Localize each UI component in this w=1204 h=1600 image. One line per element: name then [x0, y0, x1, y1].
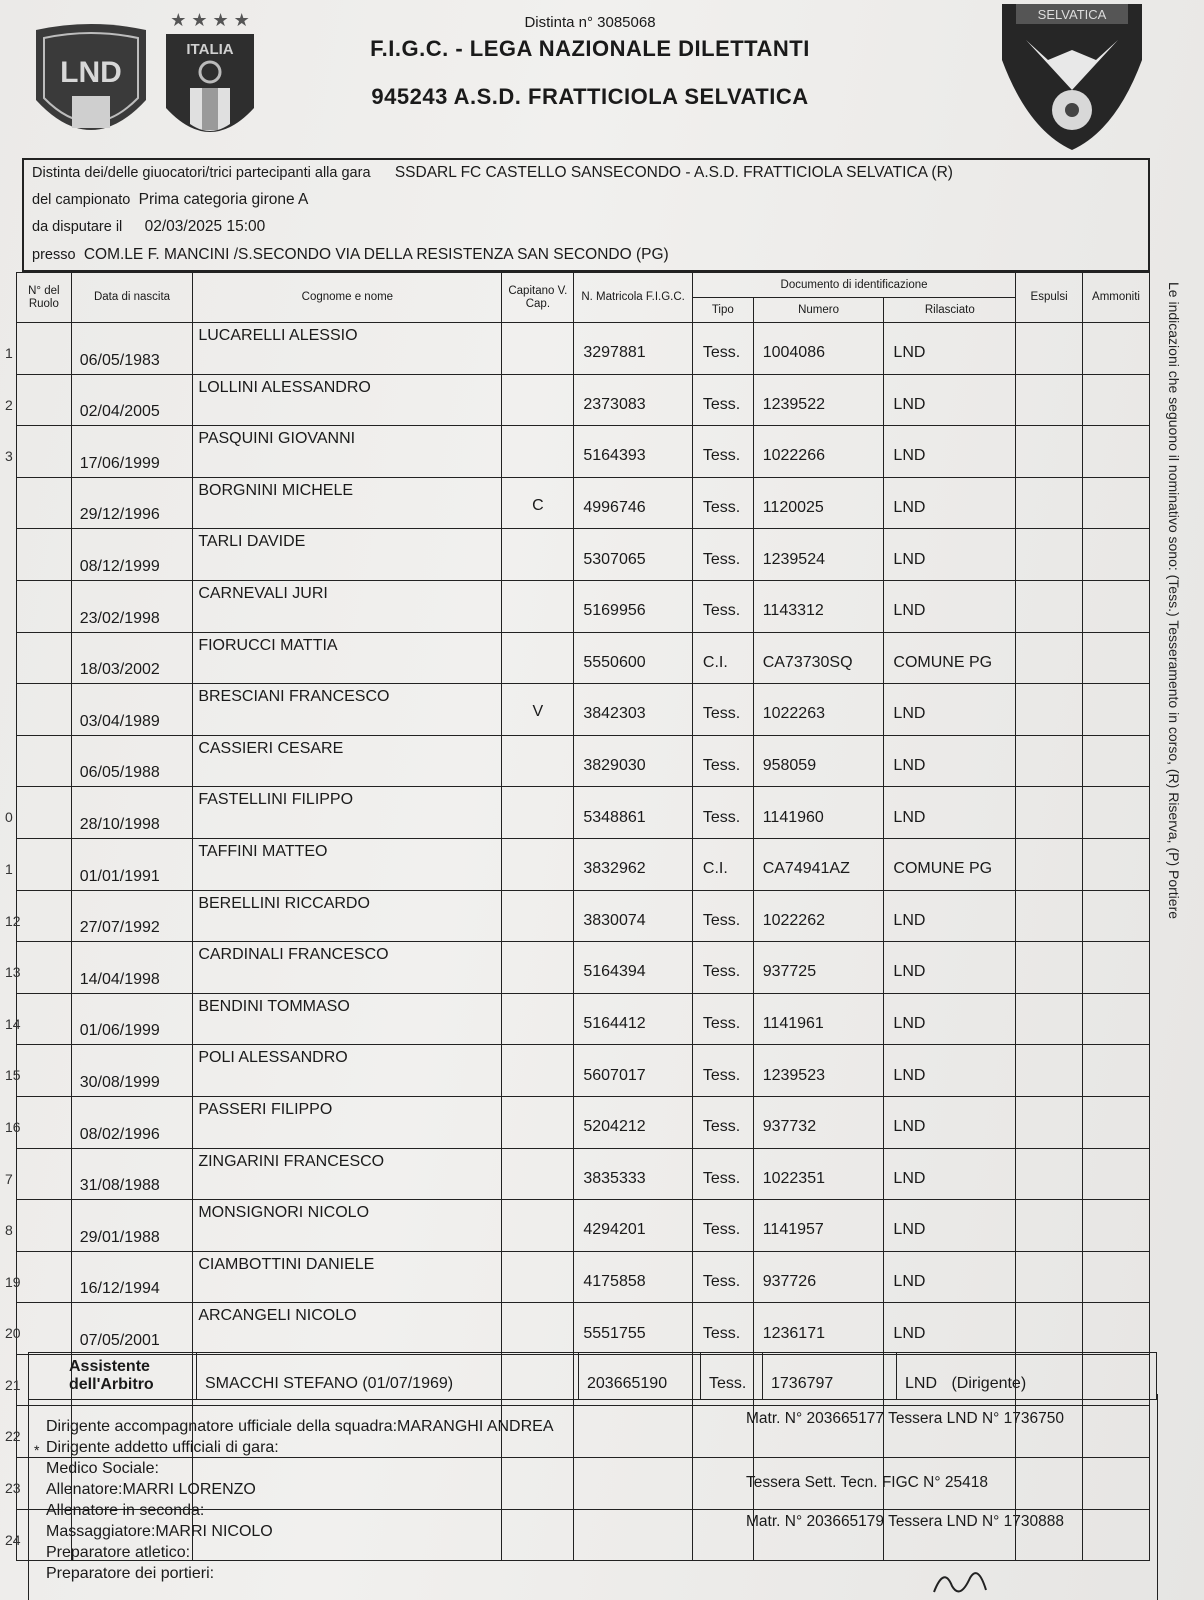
- player-captain: C: [502, 477, 574, 529]
- player-captain: V: [502, 684, 574, 736]
- svg-text:SELVATICA: SELVATICA: [1037, 7, 1107, 22]
- player-ammoniti: [1083, 993, 1150, 1045]
- player-captain: [502, 1251, 574, 1303]
- col-header-matricola: N. Matricola F.I.G.C.: [574, 273, 693, 323]
- player-name: MONSIGNORI NICOLO: [193, 1200, 502, 1252]
- player-name: POLI ALESSANDRO: [193, 1045, 502, 1097]
- player-doc-number: 1239523: [753, 1045, 884, 1097]
- player-captain: [502, 1303, 574, 1355]
- player-matricola: 5607017: [574, 1045, 693, 1097]
- player-espulsi: [1016, 1148, 1083, 1200]
- signature-icon: [930, 1556, 1020, 1596]
- player-doc-type: Tess.: [692, 787, 753, 839]
- player-doc-number: 937725: [753, 942, 884, 994]
- player-matricola: 5307065: [574, 529, 693, 581]
- player-doc-type: Tess.: [692, 323, 753, 375]
- player-doc-number: 1141960: [753, 787, 884, 839]
- player-dob: 08/12/1999: [71, 529, 193, 581]
- player-doc-number: 1022262: [753, 890, 884, 942]
- col-header-rilasciato: Rilasciato: [884, 298, 1016, 323]
- player-number-label: 3: [5, 448, 13, 465]
- player-dob: 03/04/1989: [71, 684, 193, 736]
- player-doc-type: Tess.: [692, 1200, 753, 1252]
- player-captain: [502, 580, 574, 632]
- col-header-espulsi: Espulsi: [1016, 273, 1083, 323]
- player-number: [5, 993, 72, 1045]
- player-matricola: 3835333: [574, 1148, 693, 1200]
- player-ammoniti: [1083, 1096, 1150, 1148]
- player-dob: 16/12/1994: [71, 1251, 193, 1303]
- player-issued-by: LND: [884, 1096, 1016, 1148]
- staff-preparatore-atletico: Preparatore atletico:: [46, 1544, 191, 1561]
- player-matricola: 4294201: [574, 1200, 693, 1252]
- table-row: [17, 1148, 1150, 1200]
- player-dob: 01/06/1999: [71, 993, 193, 1045]
- staff-preparatore-portieri: Preparatore dei portieri:: [46, 1565, 215, 1582]
- player-doc-type: Tess.: [692, 1148, 753, 1200]
- table-row: [17, 632, 1150, 684]
- assistant-issuer: LND: [905, 1375, 938, 1392]
- venue-label: presso: [32, 247, 76, 263]
- player-captain: [502, 787, 574, 839]
- player-dob: 28/10/1998: [71, 787, 193, 839]
- player-issued-by: COMUNE PG: [884, 632, 1016, 684]
- staff-massaggiatore-info: Matr. N° 203665179 Tessera LND N° 1730888: [746, 1513, 1064, 1530]
- player-number-label: 21: [5, 1376, 21, 1393]
- player-matricola: 5348861: [574, 787, 693, 839]
- player-ammoniti: [1083, 1200, 1150, 1252]
- player-number: [5, 838, 72, 890]
- lnd-logo-icon: [32, 20, 150, 150]
- player-dob: 06/05/1983: [71, 323, 193, 375]
- player-doc-number: 1143312: [753, 580, 884, 632]
- player-ammoniti: [1083, 477, 1150, 529]
- staff-allenatore-info: Tessera Sett. Tecn. FIGC N° 25418: [746, 1474, 988, 1491]
- player-doc-number: 958059: [753, 735, 884, 787]
- player-espulsi: [1016, 1200, 1083, 1252]
- table-row: [17, 1045, 1150, 1097]
- col-header-captain: Capitano V. Cap.: [502, 273, 574, 323]
- player-ammoniti: [1083, 787, 1150, 839]
- player-doc-type: Tess.: [692, 426, 753, 478]
- player-captain: [502, 735, 574, 787]
- player-number-label: 0: [5, 809, 13, 826]
- player-doc-number: 1141961: [753, 993, 884, 1045]
- assistant-doc-type: Tess.: [701, 1353, 763, 1400]
- table-row: [17, 323, 1150, 375]
- match-teams-line: [32, 164, 953, 182]
- player-doc-number: 1022351: [753, 1148, 884, 1200]
- player-matricola: 2373083: [574, 374, 693, 426]
- player-number: [5, 323, 72, 375]
- player-captain: [502, 323, 574, 375]
- player-number-label: 2: [5, 396, 13, 413]
- player-name: LUCARELLI ALESSIO: [193, 323, 502, 375]
- col-header-num: N° del Ruolo: [17, 273, 72, 323]
- player-matricola: 3842303: [574, 684, 693, 736]
- svg-text:ITALIA: ITALIA: [186, 41, 234, 58]
- player-dob: 01/01/1991: [71, 838, 193, 890]
- player-dob: 06/05/1988: [71, 735, 193, 787]
- player-captain: [502, 426, 574, 478]
- player-doc-number: 1236171: [753, 1303, 884, 1355]
- championship-line: [32, 191, 308, 209]
- player-number-label: 14: [5, 1015, 21, 1032]
- player-issued-by: LND: [884, 1045, 1016, 1097]
- match-label-players: Distinta dei/delle giuocatori/trici partecipanti alla gara: [32, 165, 371, 181]
- player-name: ZINGARINI FRANCESCO: [193, 1148, 502, 1200]
- player-number-label: 13: [5, 964, 21, 981]
- player-issued-by: COMUNE PG: [884, 838, 1016, 890]
- player-matricola: 4175858: [574, 1251, 693, 1303]
- player-doc-number: 1004086: [753, 323, 884, 375]
- venue-line: [32, 246, 669, 264]
- player-issued-by: LND: [884, 787, 1016, 839]
- player-captain: [502, 993, 574, 1045]
- player-issued-by: LND: [884, 426, 1016, 478]
- staff-medico: Medico Sociale:: [46, 1460, 159, 1477]
- player-number: [5, 1096, 72, 1148]
- match-date: 02/03/2025 15:00: [144, 218, 266, 235]
- col-header-tipo: Tipo: [692, 298, 753, 323]
- player-ammoniti: [1083, 1251, 1150, 1303]
- player-matricola: 5164393: [574, 426, 693, 478]
- player-captain: [502, 632, 574, 684]
- table-row: [17, 993, 1150, 1045]
- player-matricola: 3297881: [574, 323, 693, 375]
- assistant-issued-by: [897, 1353, 1157, 1400]
- player-number: [5, 1251, 72, 1303]
- player-espulsi: [1016, 426, 1083, 478]
- match-teams: SSDARL FC CASTELLO SANSECONDO - A.S.D. FRATTICIOLA SELVATICA (R): [394, 164, 953, 181]
- player-doc-type: Tess.: [692, 942, 753, 994]
- player-number: [17, 529, 72, 581]
- col-header-numero: Numero: [753, 298, 884, 323]
- player-name: BORGNINI MICHELE: [193, 477, 502, 529]
- venue: COM.LE F. MANCINI /S.SECONDO VIA DELLA RESISTENZA SAN SECONDO (PG): [83, 246, 669, 263]
- player-captain: [502, 1200, 574, 1252]
- player-name: PASQUINI GIOVANNI: [193, 426, 502, 478]
- player-number-label: 16: [5, 1118, 21, 1135]
- player-dob: 07/05/2001: [71, 1303, 193, 1355]
- player-matricola: 5169956: [574, 580, 693, 632]
- player-name: LOLLINI ALESSANDRO: [193, 374, 502, 426]
- player-dob: 23/02/1998: [71, 580, 193, 632]
- player-matricola: 5164412: [574, 993, 693, 1045]
- staff-massaggiatore: Massaggiatore:MARRI NICOLO: [46, 1523, 273, 1540]
- player-ammoniti: [1083, 323, 1150, 375]
- col-header-document: Documento di identificazione: [692, 273, 1015, 298]
- player-matricola: 5204212: [574, 1096, 693, 1148]
- player-number: [5, 1200, 72, 1252]
- player-name: CARNEVALI JURI: [193, 580, 502, 632]
- player-captain: [502, 1148, 574, 1200]
- player-ammoniti: [1083, 1148, 1150, 1200]
- player-doc-number: 1239524: [753, 529, 884, 581]
- player-dob: 17/06/1999: [71, 426, 193, 478]
- player-doc-type: Tess.: [692, 580, 753, 632]
- player-matricola: 5550600: [574, 632, 693, 684]
- player-doc-type: Tess.: [692, 1303, 753, 1355]
- date-line: [32, 218, 265, 236]
- player-name: CASSIERI CESARE: [193, 735, 502, 787]
- assistant-matricola: 203665190: [579, 1353, 701, 1400]
- player-captain: [502, 529, 574, 581]
- player-espulsi: [1016, 323, 1083, 375]
- player-number: [17, 477, 72, 529]
- player-name: TAFFINI MATTEO: [193, 838, 502, 890]
- player-espulsi: [1016, 632, 1083, 684]
- player-number: [5, 374, 72, 426]
- player-ammoniti: [1083, 426, 1150, 478]
- assistant-label-line2: dell'Arbitro: [69, 1376, 154, 1393]
- player-number: [5, 1148, 72, 1200]
- championship-label: del campionato: [32, 192, 131, 208]
- player-espulsi: [1016, 993, 1083, 1045]
- staff-allenatore-seconda: Allenatore in seconda:: [46, 1502, 205, 1519]
- player-ammoniti: [1083, 632, 1150, 684]
- player-issued-by: LND: [884, 942, 1016, 994]
- championship: Prima categoria girone A: [138, 191, 309, 208]
- player-number-label: 19: [5, 1273, 21, 1290]
- player-number: [17, 684, 72, 736]
- player-doc-number: CA74941AZ: [753, 838, 884, 890]
- player-name: BERELLINI RICCARDO: [193, 890, 502, 942]
- player-doc-type: Tess.: [692, 1096, 753, 1148]
- assistant-table: [28, 1352, 1157, 1400]
- player-doc-number: CA73730SQ: [753, 632, 884, 684]
- player-number-label: 23: [5, 1480, 21, 1497]
- player-doc-type: Tess.: [692, 1045, 753, 1097]
- player-number-label: 24: [5, 1531, 21, 1548]
- player-doc-type: Tess.: [692, 993, 753, 1045]
- player-matricola: 5551755: [574, 1303, 693, 1355]
- player-number-label: 1: [5, 860, 13, 877]
- player-issued-by: LND: [884, 993, 1016, 1045]
- table-row: [17, 684, 1150, 736]
- player-dob: 08/02/1996: [71, 1096, 193, 1148]
- side-note: Le indicazioni che seguono il nominativo sono: (Tess.) Tesseramento in corso, (R) Riserva, (P) Portiere: [1166, 282, 1182, 920]
- table-row: [17, 426, 1150, 478]
- player-doc-type: Tess.: [692, 529, 753, 581]
- player-doc-number: 1141957: [753, 1200, 884, 1252]
- player-captain: [502, 1096, 574, 1148]
- player-number: [5, 942, 72, 994]
- player-espulsi: [1016, 529, 1083, 581]
- player-number-label: 20: [5, 1325, 21, 1342]
- italia-logo-icon: [162, 8, 258, 150]
- player-number-label: 22: [5, 1428, 21, 1445]
- federation-title: F.I.G.C. - LEGA NAZIONALE DILETTANTI: [370, 36, 810, 61]
- player-espulsi: [1016, 735, 1083, 787]
- player-issued-by: LND: [884, 580, 1016, 632]
- table-row: [17, 1303, 1150, 1355]
- player-issued-by: LND: [884, 477, 1016, 529]
- player-captain: [502, 838, 574, 890]
- col-header-dob: Data di nascita: [71, 273, 193, 323]
- player-espulsi: [1016, 374, 1083, 426]
- player-captain: [502, 942, 574, 994]
- player-doc-type: C.I.: [692, 632, 753, 684]
- staff-dirigente-ufficiali: Dirigente addetto ufficiali di gara:: [46, 1439, 279, 1456]
- player-number-label: 15: [5, 1067, 21, 1084]
- player-number: [17, 632, 72, 684]
- player-espulsi: [1016, 477, 1083, 529]
- player-doc-number: 937726: [753, 1251, 884, 1303]
- player-number: [5, 426, 72, 478]
- player-ammoniti: [1083, 529, 1150, 581]
- player-doc-type: Tess.: [692, 735, 753, 787]
- player-doc-number: 1239522: [753, 374, 884, 426]
- player-ammoniti: [1083, 1045, 1150, 1097]
- table-row: [17, 1200, 1150, 1252]
- player-espulsi: [1016, 684, 1083, 736]
- player-doc-number: 1022263: [753, 684, 884, 736]
- staff-dirigente-accompagnatore-info: Matr. N° 203665177 Tessera LND N° 1736750: [746, 1410, 1064, 1427]
- player-matricola: 3832962: [574, 838, 693, 890]
- player-number-label: 12: [5, 912, 21, 929]
- player-issued-by: LND: [884, 1148, 1016, 1200]
- player-matricola: 3829030: [574, 735, 693, 787]
- player-doc-type: C.I.: [692, 838, 753, 890]
- col-header-name: Cognome e nome: [193, 273, 502, 323]
- player-issued-by: LND: [884, 735, 1016, 787]
- bullet-marker: *: [34, 1442, 40, 1458]
- distinta-number: Distinta n° 3085068: [524, 14, 656, 31]
- player-number: [17, 580, 72, 632]
- player-dob: 29/12/1996: [71, 477, 193, 529]
- assistant-doc-number: 1736797: [763, 1353, 897, 1400]
- table-row: [17, 735, 1150, 787]
- player-number: [5, 890, 72, 942]
- player-issued-by: LND: [884, 323, 1016, 375]
- club-crest-icon: [996, 0, 1148, 152]
- player-ammoniti: [1083, 374, 1150, 426]
- table-row: [17, 1251, 1150, 1303]
- player-ammoniti: [1083, 890, 1150, 942]
- player-espulsi: [1016, 838, 1083, 890]
- player-espulsi: [1016, 1251, 1083, 1303]
- player-espulsi: [1016, 1096, 1083, 1148]
- player-captain: [502, 374, 574, 426]
- player-doc-type: Tess.: [692, 1251, 753, 1303]
- table-row: [17, 477, 1150, 529]
- player-name: TARLI DAVIDE: [193, 529, 502, 581]
- player-doc-number: 937732: [753, 1096, 884, 1148]
- player-ammoniti: [1083, 1303, 1150, 1355]
- player-captain: [502, 890, 574, 942]
- player-number-label: 1: [5, 345, 13, 361]
- staff-dirigente-accompagnatore: Dirigente accompagnatore ufficiale della squadra:MARANGHI ANDREA: [46, 1418, 554, 1435]
- svg-text:LND: LND: [60, 56, 122, 89]
- player-number: [17, 735, 72, 787]
- player-name: CARDINALI FRANCESCO: [193, 942, 502, 994]
- player-number: [5, 1045, 72, 1097]
- player-number-label: 7: [5, 1170, 13, 1187]
- player-matricola: 5164394: [574, 942, 693, 994]
- player-ammoniti: [1083, 580, 1150, 632]
- assistant-name: SMACCHI STEFANO (01/07/1969): [197, 1353, 579, 1400]
- table-row: [17, 890, 1150, 942]
- col-header-ammoniti: Ammoniti: [1083, 273, 1150, 323]
- table-row: [17, 838, 1150, 890]
- player-matricola: 4996746: [574, 477, 693, 529]
- player-name: CIAMBOTTINI DANIELE: [193, 1251, 502, 1303]
- player-captain: [502, 1045, 574, 1097]
- player-doc-type: Tess.: [692, 684, 753, 736]
- player-doc-number: 1120025: [753, 477, 884, 529]
- player-issued-by: LND: [884, 1251, 1016, 1303]
- table-row: [17, 1096, 1150, 1148]
- staff-allenatore: Allenatore:MARRI LORENZO: [46, 1481, 256, 1498]
- player-doc-number: 1022266: [753, 426, 884, 478]
- date-label: da disputare il: [32, 219, 123, 235]
- player-name: BENDINI TOMMASO: [193, 993, 502, 1045]
- table-row: [17, 374, 1150, 426]
- assistant-role: (Dirigente): [951, 1375, 1027, 1392]
- player-ammoniti: [1083, 735, 1150, 787]
- player-dob: 02/04/2005: [71, 374, 193, 426]
- player-issued-by: LND: [884, 1303, 1016, 1355]
- player-doc-type: Tess.: [692, 890, 753, 942]
- assistant-label: [29, 1353, 197, 1400]
- player-issued-by: LND: [884, 1200, 1016, 1252]
- player-number: [5, 787, 72, 839]
- table-row: [17, 787, 1150, 839]
- player-doc-type: Tess.: [692, 374, 753, 426]
- player-number-label: 8: [5, 1222, 13, 1239]
- table-row: [17, 580, 1150, 632]
- player-espulsi: [1016, 890, 1083, 942]
- player-dob: 31/08/1988: [71, 1148, 193, 1200]
- player-issued-by: LND: [884, 684, 1016, 736]
- player-espulsi: [1016, 1045, 1083, 1097]
- player-ammoniti: [1083, 684, 1150, 736]
- player-espulsi: [1016, 942, 1083, 994]
- player-espulsi: [1016, 580, 1083, 632]
- table-row: [17, 942, 1150, 994]
- player-name: ARCANGELI NICOLO: [193, 1303, 502, 1355]
- table-row: [17, 529, 1150, 581]
- player-dob: 27/07/1992: [71, 890, 193, 942]
- player-name: PASSERI FILIPPO: [193, 1096, 502, 1148]
- player-ammoniti: [1083, 942, 1150, 994]
- player-espulsi: [1016, 787, 1083, 839]
- player-dob: 29/01/1988: [71, 1200, 193, 1252]
- player-issued-by: LND: [884, 529, 1016, 581]
- match-info: [22, 158, 1150, 272]
- player-name: FASTELLINI FILIPPO: [193, 787, 502, 839]
- player-dob: 14/04/1998: [71, 942, 193, 994]
- player-name: FIORUCCI MATTIA: [193, 632, 502, 684]
- club-title: 945243 A.S.D. FRATTICIOLA SELVATICA: [371, 84, 809, 109]
- player-name: BRESCIANI FRANCESCO: [193, 684, 502, 736]
- player-doc-type: Tess.: [692, 477, 753, 529]
- player-ammoniti: [1083, 838, 1150, 890]
- player-number: [5, 1303, 72, 1355]
- player-matricola: 3830074: [574, 890, 693, 942]
- player-espulsi: [1016, 1303, 1083, 1355]
- player-issued-by: LND: [884, 890, 1016, 942]
- svg-text:★ ★ ★ ★: ★ ★ ★ ★: [170, 10, 250, 30]
- player-dob: 30/08/1999: [71, 1045, 193, 1097]
- player-issued-by: LND: [884, 374, 1016, 426]
- player-dob: 18/03/2002: [71, 632, 193, 684]
- assistant-label-line1: Assistente: [69, 1358, 150, 1375]
